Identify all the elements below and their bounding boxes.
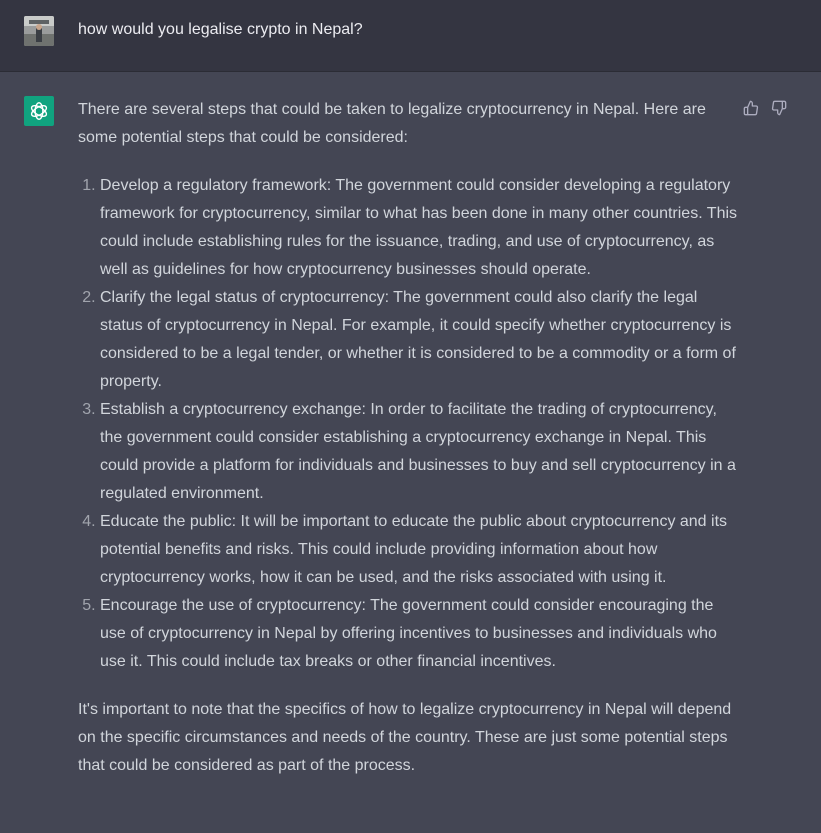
feedback-buttons [743,100,787,116]
thumbs-up-icon[interactable] [743,100,759,116]
user-message-text: how would you legalise crypto in Nepal? [78,21,363,38]
openai-logo-icon [28,100,50,122]
thumbs-down-icon[interactable] [771,100,787,116]
assistant-intro: There are several steps that could be taken to legalize cryptocurrency in Nepal. Here are some potential steps that could be considered: [78,101,706,146]
steps-list [78,172,738,676]
assistant-message-content [78,96,738,780]
assistant-avatar [24,96,54,126]
assistant-message-row [0,72,821,833]
user-avatar-photo [24,16,54,46]
assistant-conclusion: It's important to note that the specifics of how to legalize cryptocurrency in Nepal will depend on the specific circumstances and needs of the country. These are just some potential steps that could be considered as part of the process. [78,701,732,774]
list-item: 1. Develop a regulatory framework: The government could consider developing a regulatory framework for cryptocurrency, similar to what has been done in many other countries. This could include establishing rules for the issuance, trading, and use of cryptocurrency, as well as guidelines for how cryptocurrency businesses should operate. [100,172,738,284]
list-item: 3. Establish a cryptocurrency exchange: In order to facilitate the trading of cryptocurrency, the government could consider establishing a cryptocurrency exchange in Nepal. This could provide a platform for individuals and businesses to buy and sell cryptocurrency in a regulated environment. [100,396,738,508]
user-message-row [0,0,821,72]
list-item: 5. Encourage the use of cryptocurrency: The government could consider encouraging the use of cryptocurrency in Nepal by offering incentives to businesses and individuals who use it. This could include tax breaks or other financial incentives. [100,592,738,676]
user-avatar [24,16,54,46]
list-item: 2. Clarify the legal status of cryptocurrency: The government could also clarify the legal status of cryptocurrency in Nepal. For example, it could specify whether cryptocurrency is considered to be a legal tender, or whether it is considered to be a commodity or a form of property. [100,284,738,396]
list-item: 4. Educate the public: It will be important to educate the public about cryptocurrency and its potential benefits and risks. This could include providing information about how cryptocurrency works, how it can be used, and the risks associated with using it. [100,508,738,592]
